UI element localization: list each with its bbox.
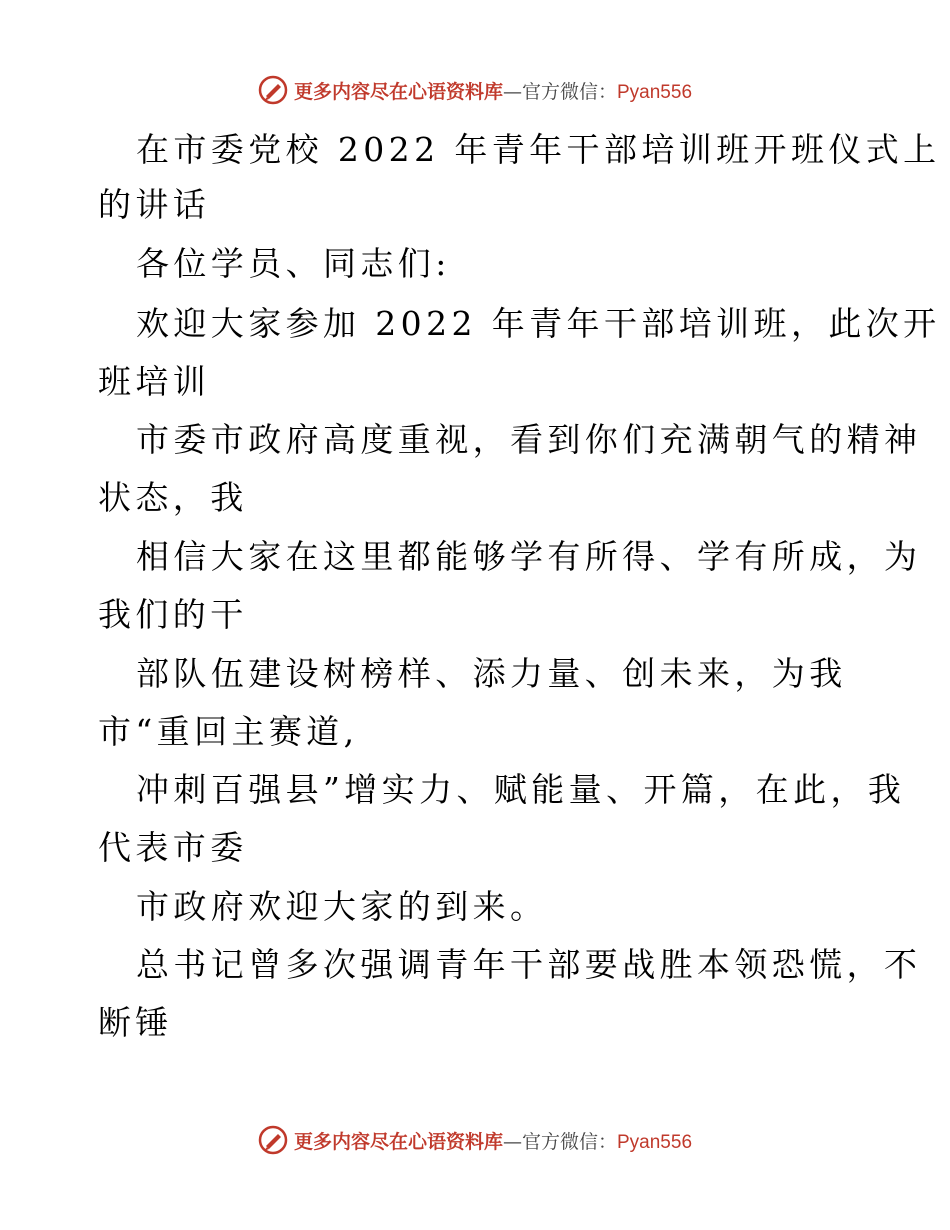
watermark-wechat-id: Pyan556 xyxy=(617,1131,693,1153)
pen-circle-logo-icon xyxy=(258,1125,288,1155)
text-line: 总书记曾多次强调青年干部要战胜本领恐慌，不 xyxy=(136,945,922,984)
text-line: 冲刺百强县”增实力、赋能量、开篇，在此，我 xyxy=(136,770,906,809)
watermark-official: 官方微信： xyxy=(521,80,617,103)
text-line: 市“重回主赛道, xyxy=(98,712,359,751)
text-line: 各位学员、同志们: xyxy=(136,244,451,283)
watermark-main: 更多内容尽在心语资料库 xyxy=(293,80,503,103)
text-line: 市政府欢迎大家的到来。 xyxy=(136,887,548,926)
text-line: 班培训 xyxy=(98,362,211,401)
text-line: 市委市政府高度重视，看到你们充满朝气的精神 xyxy=(136,420,922,459)
text-line: 的讲话 xyxy=(98,185,211,224)
text-line: 在市委党校 2022 年青年干部培训班开班仪式上 xyxy=(136,130,941,169)
watermark-wechat-id: Pyan556 xyxy=(617,81,693,103)
text-line: 状态，我 xyxy=(98,478,248,517)
header-watermark xyxy=(0,70,950,110)
watermark-text xyxy=(294,77,692,104)
text-line: 代表市委 xyxy=(98,828,248,867)
text-line: 部队伍建设树榜样、添力量、创未来，为我 xyxy=(136,654,847,693)
text-line: 欢迎大家参加 2022 年青年干部培训班，此次开 xyxy=(136,304,941,343)
watermark-dash: — xyxy=(502,80,522,103)
footer-watermark xyxy=(0,1120,950,1160)
watermark-text xyxy=(294,1127,692,1154)
text-line: 断锤 xyxy=(98,1003,173,1042)
watermark-dash: — xyxy=(502,1130,522,1153)
pen-circle-logo-icon xyxy=(258,75,288,105)
watermark-official: 官方微信： xyxy=(521,1130,617,1153)
text-line: 我们的干 xyxy=(98,595,248,634)
watermark-main: 更多内容尽在心语资料库 xyxy=(293,1130,503,1153)
text-line: 相信大家在这里都能够学有所得、学有所成，为 xyxy=(136,537,922,576)
